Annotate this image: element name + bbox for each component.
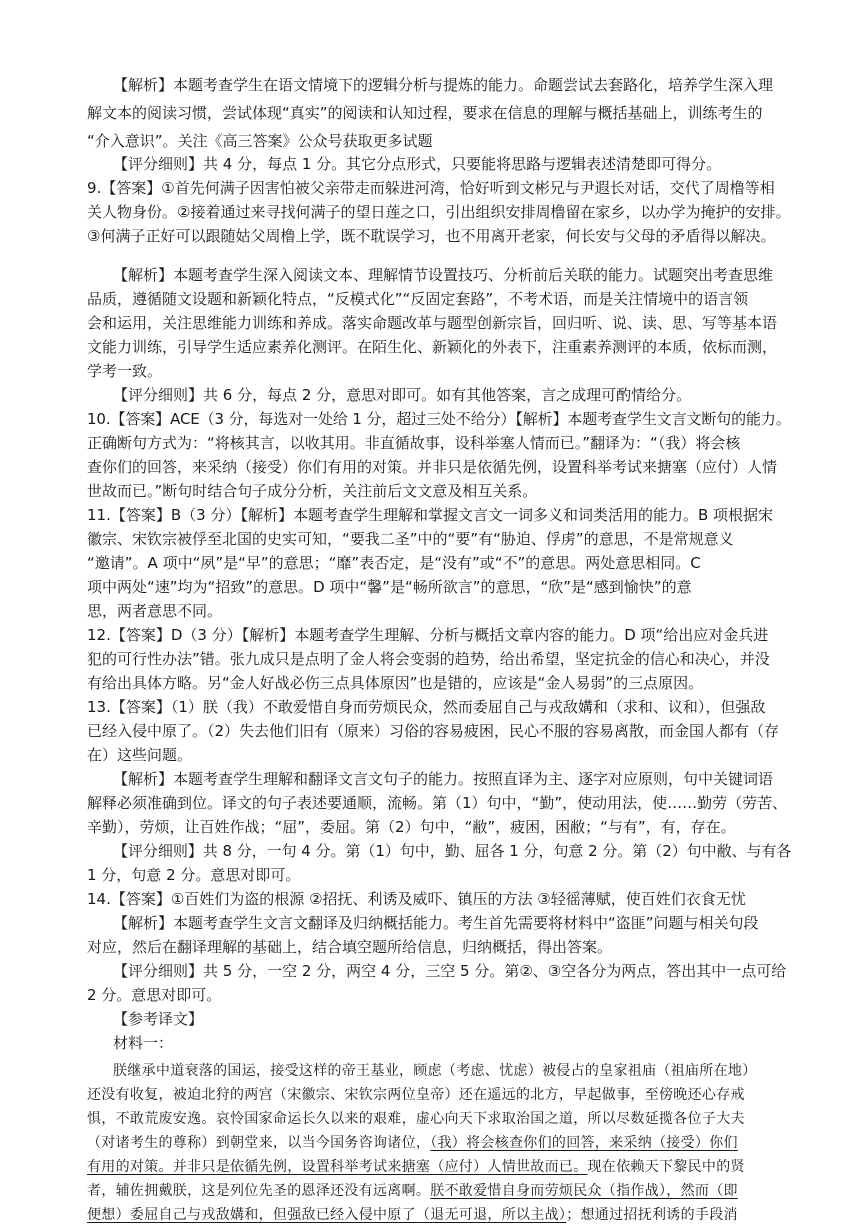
text-line: 9.【答案】①首先何满子因害怕被父亲带走而躲进河湾，恰好听到文彬兄与尹遐长对话，交代了周橹等相 bbox=[87, 179, 775, 197]
text-line: 【参考译文】 bbox=[113, 1010, 204, 1028]
text-line: 徽宗、宋钦宗被俘至北国的史实可知，“要我二圣”中的“要”有“胁迫、俘虏”的意思，不是常规意义 bbox=[87, 530, 734, 548]
text-line: 【评分细则】共 5 分，一空 2 分，两空 4 分，三空 5 分。第②、③空各分为两点，答出其中一点可给 bbox=[113, 962, 787, 980]
text-line: 学考一致。 bbox=[87, 362, 163, 380]
translation-line bbox=[87, 1131, 791, 1155]
translation-text: 惧，不敢荒废安逸。哀怜国家命运长久以来的艰难，虚心向天下求取治国之道，所以尽数延揽各位子大夫 bbox=[87, 1111, 745, 1127]
underlined-translation-text: 便想）委屈自己与戎敌媾和，但强敌已经入侵中原了（退无可退，所以主战） bbox=[87, 1207, 567, 1223]
underlined-translation-text: （我）将会核查你们的回答，来采纳（接受）你们 bbox=[430, 1135, 738, 1151]
text-line: 世故而已。”断句时结合句子成分分析，关注前后文文意及相互关系。 bbox=[87, 482, 538, 500]
text-line: 对应，然后在翻译理解的基础上，结合填空题所给信息，归纳概括，得出答案。 bbox=[87, 938, 613, 956]
translation-text: 朕继承中道衰落的国运，接受这样的帝王基业，顾虑（考虑、忧虑）被侵占的皇家祖庙（祖庙所在地） bbox=[113, 1063, 757, 1079]
text-line: 【解析】本题考查学生理解和翻译文言文句子的能力。按照直译为主、逐字对应原则，句中关键词语 bbox=[113, 770, 774, 788]
text-line: 犯的可行性办法”错。张九成只是点明了金人将会变弱的趋势，给出希望，坚定抗金的信心和决心，并没 bbox=[87, 650, 770, 668]
text-line: 文能力训练，引导学生适应素养化测评。在陌生化、新颖化的外表下，注重素养测评的本质，依标而测， bbox=[87, 338, 778, 356]
translation-line bbox=[113, 1059, 791, 1083]
text-line: 10.【答案】ACE（3 分，每选对一处给 1 分，超过三处不给分）【解析】本题考查学生文言文断句的能力。 bbox=[87, 410, 791, 428]
text-line: 2 分。意思对即可。 bbox=[87, 986, 222, 1004]
translation-text: 还没有收复，被迫北狩的两宫（宋徽宗、宋钦宗两位皇帝）还在遥远的北方，早起做事，至傍晚还心存戒 bbox=[87, 1087, 745, 1103]
text-line: 有给出具体方略。另“金人好战必伤三点具体原因”也是错的，应该是“金人易弱”的三点原因。 bbox=[87, 674, 704, 692]
translation-text: （对诸考生的尊称）到朝堂来，以当今国务咨询诸位， bbox=[87, 1135, 431, 1151]
translation-text: 现在依赖天下黎民中的贤 bbox=[587, 1159, 745, 1175]
text-line: 品质，遵循随文设题和新颖化特点，“反模式化”“反固定套路”，不考术语，而是关注情境中的语言领 bbox=[87, 290, 749, 308]
text-line: 【评分细则】共 8 分，一句 4 分。第（1）句中，勤、屈各 1 分，句意 2 分。第（2）句中敝、与有各 bbox=[113, 842, 791, 860]
translation-text: 者，辅佐拥戴朕，这是列位先圣的恩泽还没有远离啊。 bbox=[87, 1183, 431, 1199]
text-line: 辛勤），劳烦，让百姓作战；“屈”，委屈。第（2）句中，“敝”，疲困，困敝；“与有”，有，存在。 bbox=[87, 818, 736, 836]
text-line: “介入意识”。关注《高三答案》公众号获取更多试题 bbox=[87, 132, 433, 150]
text-line: 12.【答案】D（3 分）【解析】本题考查学生理解、分析与概括文章内容的能力。D 项“给出应对金兵进 bbox=[87, 626, 769, 644]
underlined-translation-text: 有用的对策。并非只是依循先例，设置科举考试来搪塞（应付）人情世故而已。 bbox=[87, 1159, 588, 1175]
text-line: 解释必须准确到位。译文的句子表述要通顺，流畅。第（1）句中，“勤”，使动用法，使……勤劳（劳苦、 bbox=[87, 794, 788, 812]
translation-line bbox=[87, 1155, 791, 1179]
text-line: 思，两者意思不同。 bbox=[87, 602, 223, 620]
text-line: 项中两处“速”均为“招致”的意思。D 项中“馨”是“畅所欲言”的意思，“欣”是“感到愉快”的意 bbox=[87, 578, 692, 596]
translation-line bbox=[87, 1107, 791, 1131]
text-line: ③何满子正好可以跟随姑父周橹上学，既不耽误学习，也不用离开老家，何长安与父母的矛盾得以解决。 bbox=[87, 227, 776, 245]
text-line: 【评分细则】共 6 分，每点 2 分，意思对即可。如有其他答案，言之成理可酌情给分。 bbox=[113, 386, 692, 404]
text-line: 14.【答案】①百姓们为盗的根源 ②招抚、利诱及威吓、镇压的方法 ③轻徭薄赋，使百姓们衣食无忧 bbox=[87, 890, 746, 908]
text-line: 1 分，句意 2 分。意思对即可。 bbox=[87, 866, 301, 884]
text-line: 【解析】本题考查学生深入阅读文本、理解情节设置技巧、分析前后关联的能力。试题突出考查思维 bbox=[113, 266, 774, 284]
translation-line bbox=[87, 1083, 791, 1107]
text-line: 查你们的回答，来采纳（接受）你们有用的对策。并非只是依循先例，设置科举考试来搪塞（应付）人情 bbox=[87, 458, 778, 476]
translation-line bbox=[87, 1179, 791, 1203]
text-line: “邀请”。A 项中“夙”是“早”的意思；“靡”表否定，是“没有”或“不”的意思。两处意思相同。C bbox=[87, 554, 701, 572]
underlined-translation-text: 朕不敢爱惜自身而劳烦民众（指作战），然而（即 bbox=[430, 1183, 738, 1199]
text-line: 正确断句方式为：“将核其言，以收其用。非直循故事，设科举塞人情而已。”翻译为：“（我）将会核 bbox=[87, 434, 741, 452]
text-line: 关人物身份。②接着通过来寻找何满子的望日莲之口，引出组织安排周橹留在家乡，以办学为掩护的安排。 bbox=[87, 203, 791, 221]
text-line: 在）这些问题。 bbox=[87, 746, 193, 764]
text-line: 材料一： bbox=[113, 1034, 174, 1052]
text-line: 会和运用，关注思维能力训练和养成。落实命题改革与题型创新宗旨，回归听、说、读、思、写等基本语 bbox=[87, 314, 778, 332]
translation-text: ；想通过招抚利诱的手段消 bbox=[566, 1207, 738, 1223]
text-line: 【评分细则】共 4 分，每点 1 分。其它分点形式，只要能将思路与逻辑表述清楚即可得分。 bbox=[113, 155, 722, 173]
translation-line bbox=[87, 1203, 791, 1227]
text-line: 已经入侵中原了。（2）失去他们旧有（原来）习俗的容易疲困，民心不服的容易离散，而金国人都有（存 bbox=[87, 722, 780, 740]
text-line: 11.【答案】B（3 分）【解析】本题考查学生理解和掌握文言文一词多义和词类活用的能力。B 项根据宋 bbox=[87, 506, 774, 524]
text-line: 解文本的阅读习惯，尝试体现“真实”的阅读和认知过程，要求在信息的理解与概括基础上，训练考生的 bbox=[87, 104, 763, 122]
text-line: 【解析】本题考查学生在语文情境下的逻辑分析与提炼的能力。命题尝试去套路化，培养学生深入理 bbox=[113, 76, 774, 94]
text-line: 【解析】本题考查学生文言文翻译及归纳概括能力。考生首先需要将材料中“盗匪”问题与相关句段 bbox=[113, 914, 759, 932]
text-line: 13.【答案】（1）朕（我）不敢爱惜自身而劳烦民众，然而委屈自己与戎敌媾和（求和、议和），但强敌 bbox=[87, 698, 766, 716]
